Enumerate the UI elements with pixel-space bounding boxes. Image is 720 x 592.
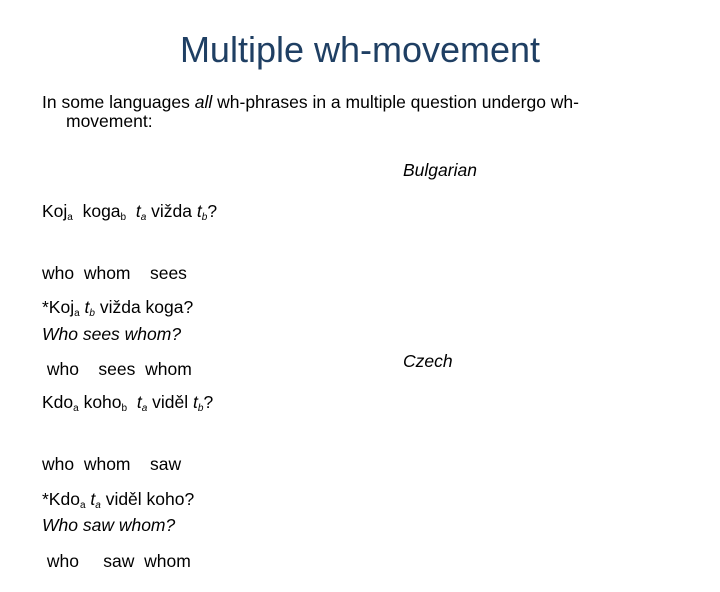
example-gloss: who sees whom	[42, 358, 192, 379]
example-gloss: who saw whom	[42, 550, 191, 571]
language-label-bulgarian: Bulgarian	[403, 160, 477, 180]
slide-title: Multiple wh-movement	[179, 29, 541, 70]
example-sentence: *Koj$_a$ $t_b$ vižda koga?	[42, 297, 194, 319]
example-sentence: *Kdo$_a$ $t_a$ viděl koho?	[42, 489, 195, 511]
example-translation: Who sees whom?	[42, 324, 182, 344]
czech-example-2	[42, 448, 194, 592]
example-gloss: who whom saw	[42, 453, 182, 474]
example-translation: Who saw whom?	[42, 515, 176, 535]
language-label-czech: Czech	[403, 351, 453, 371]
example-gloss: who whom sees	[42, 262, 187, 283]
intro-emphasis: all	[194, 92, 213, 112]
intro-text	[42, 93, 682, 131]
intro-line-2: movement:	[66, 111, 153, 131]
intro-line-1: In some languages all wh-phrases in a multiple question undergo wh-	[42, 92, 579, 112]
example-sentence: Koj$_a$ koga$_b$ $t_a$ vižda $t_b$?	[42, 201, 218, 223]
example-sentence: Kdo$_a$ koho$_b$ $t_a$ viděl $t_b$?	[42, 392, 214, 414]
